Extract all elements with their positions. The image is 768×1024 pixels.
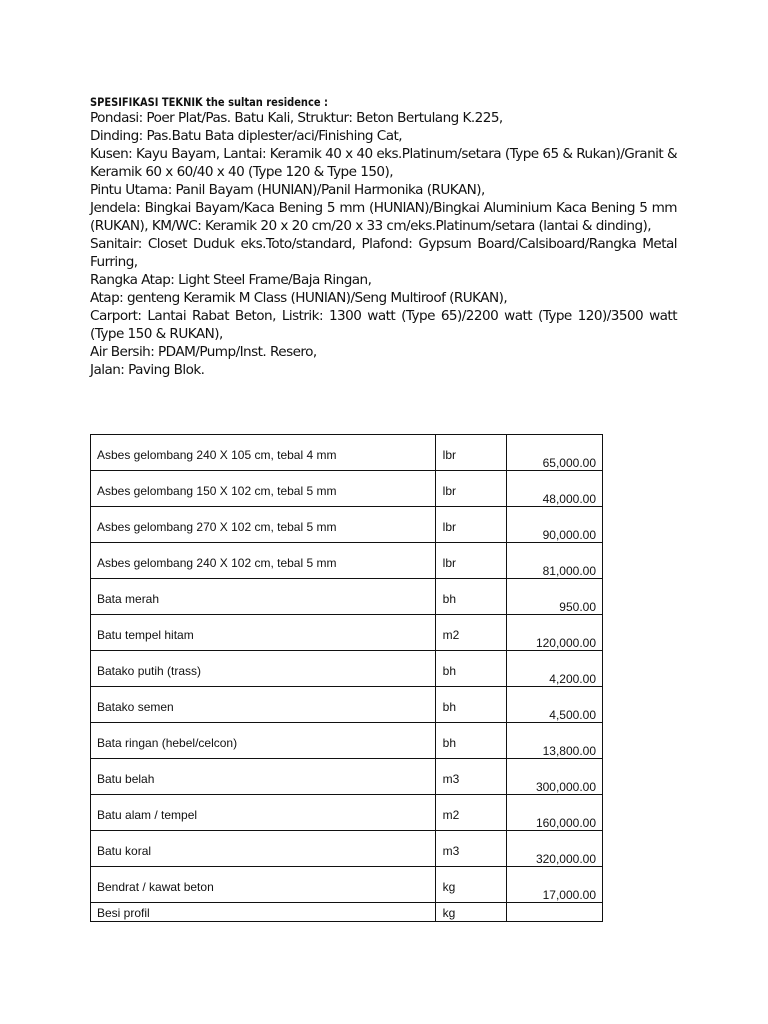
material-name-cell [91,615,436,651]
spec-item-pintu: Pintu Utama: Panil Bayam (HUNIAN)/Panil Harmonika (RUKAN), [90,182,485,198]
material-name: Bendrat / kawat beton [97,880,214,894]
material-name-cell [91,687,436,723]
material-name: Batu belah [97,772,155,786]
unit-cell [435,615,506,651]
price-cell [506,507,602,543]
material-name: Asbes gelombang 240 X 105 cm, tebal 4 mm [97,448,337,462]
material-unit: kg [442,880,456,894]
material-name: Batu tempel hitam [97,628,194,642]
table-row [91,471,603,507]
unit-cell [435,687,506,723]
spec-item-pondasi: Pondasi: Poer Plat/Pas. Batu Kali, Struktur: Beton Bertulang K.225, [90,110,503,126]
table-row [91,687,603,723]
spec-item-jalan: Jalan: Paving Blok. [90,362,205,378]
material-unit: m3 [442,844,460,858]
price-cell [506,795,602,831]
material-unit: lbr [442,520,457,534]
material-name: Asbes gelombang 150 X 102 cm, tebal 5 mm [97,484,337,498]
material-name-cell [91,723,436,759]
material-price: 4,200.00 [549,672,596,686]
table-row [91,507,603,543]
material-name: Batako semen [97,700,174,714]
material-price: 120,000.00 [535,636,596,650]
material-name-cell [91,579,436,615]
unit-cell [435,831,506,867]
material-unit: lbr [442,556,457,570]
material-name: Batu alam / tempel [97,808,198,822]
material-name-cell [91,435,436,471]
material-price: 81,000.00 [542,564,596,578]
material-name: Batako putih (trass) [97,664,202,678]
material-name: Bata merah [97,592,160,606]
unit-cell [435,795,506,831]
unit-cell [435,867,506,903]
spec-item-air-bersih: Air Bersih: PDAM/Pump/Inst. Resero, [90,344,317,360]
material-unit: bh [442,664,457,678]
material-price-table [90,434,603,922]
material-price: 17,000.00 [542,888,596,902]
table-row [91,435,603,471]
price-cell [506,867,602,903]
table-row [91,543,603,579]
price-cell [506,723,602,759]
material-name-cell [91,795,436,831]
material-unit: m2 [442,808,460,822]
spec-paragraph [90,109,677,379]
material-price: 320,000.00 [535,852,596,866]
document-title: SPESIFIKASI TEKNIK the sultan residence : [90,95,328,109]
material-price: 65,000.00 [542,456,596,470]
material-name-cell [91,651,436,687]
table-row [91,651,603,687]
spec-item-kusen: Kusen: Kayu Bayam, Lantai: Keramik 40 x 40 eks.Platinum/setara (Type 65 & Rukan)/Granit & Keramik 60 x 60/40 x 40 (Type 120 & Type 150), [90,146,677,180]
material-price: 950.00 [559,600,596,614]
table-row [91,867,603,903]
table-row [91,759,603,795]
price-cell [506,759,602,795]
material-name: Besi profil [97,906,150,920]
material-name: Bata ringan (hebel/celcon) [97,736,238,750]
material-name-cell [91,543,436,579]
spec-item-atap: Atap: genteng Keramik M Class (HUNIAN)/Seng Multiroof (RUKAN), [90,290,508,306]
price-cell [506,831,602,867]
material-unit: m2 [442,628,460,642]
material-unit: m3 [442,772,460,786]
unit-cell [435,435,506,471]
spec-item-rangka-atap: Rangka Atap: Light Steel Frame/Baja Ringan, [90,272,372,288]
material-name: Asbes gelombang 240 X 102 cm, tebal 5 mm [97,556,337,570]
table-row [91,903,603,922]
material-unit: kg [442,906,456,920]
material-price: 48,000.00 [542,492,596,506]
material-price: 13,800.00 [542,744,596,758]
price-cell [506,651,602,687]
price-cell [506,579,602,615]
price-cell [506,435,602,471]
material-name-cell [91,507,436,543]
price-cell [506,471,602,507]
material-price: 300,000.00 [535,780,596,794]
table-row [91,579,603,615]
material-price: 90,000.00 [542,528,596,542]
table-row [91,831,603,867]
spec-item-carport: Carport: Lantai Rabat Beton, Listrik: 1300 watt (Type 65)/2200 watt (Type 120)/3500 watt (Type 150 & RUKAN), [90,308,677,342]
price-cell [506,615,602,651]
material-unit: bh [442,592,457,606]
price-cell [506,687,602,723]
unit-cell [435,759,506,795]
unit-cell [435,579,506,615]
unit-cell [435,903,506,922]
material-unit: bh [442,700,457,714]
table-row [91,723,603,759]
material-name-cell [91,867,436,903]
unit-cell [435,543,506,579]
price-cell [506,543,602,579]
unit-cell [435,507,506,543]
unit-cell [435,651,506,687]
unit-cell [435,723,506,759]
material-price: 4,500.00 [549,708,596,722]
material-name: Asbes gelombang 270 X 102 cm, tebal 5 mm [97,520,337,534]
material-name-cell [91,831,436,867]
spec-item-jendela: Jendela: Bingkai Bayam/Kaca Bening 5 mm (HUNIAN)/Bingkai Aluminium Kaca Bening 5 mm (RUKAN), KM/WC: Keramik 20 x 20 cm/20 x 33 cm/eks.Platinum/setara (lantai & dinding), [90,200,677,234]
material-unit: bh [442,736,457,750]
material-name-cell [91,759,436,795]
price-cell [506,903,602,922]
material-price: 160,000.00 [535,816,596,830]
material-unit: lbr [442,484,457,498]
material-name: Batu koral [97,844,152,858]
table-row [91,795,603,831]
spec-item-dinding: Dinding: Pas.Batu Bata diplester/aci/Finishing Cat, [90,128,403,144]
unit-cell [435,471,506,507]
material-name-cell [91,903,436,922]
material-unit: lbr [442,448,457,462]
spec-item-sanitair: Sanitair: Closet Duduk eks.Toto/standard, Plafond: Gypsum Board/Calsiboard/Rangka Metal Furring, [90,236,677,270]
table-row [91,615,603,651]
material-name-cell [91,471,436,507]
